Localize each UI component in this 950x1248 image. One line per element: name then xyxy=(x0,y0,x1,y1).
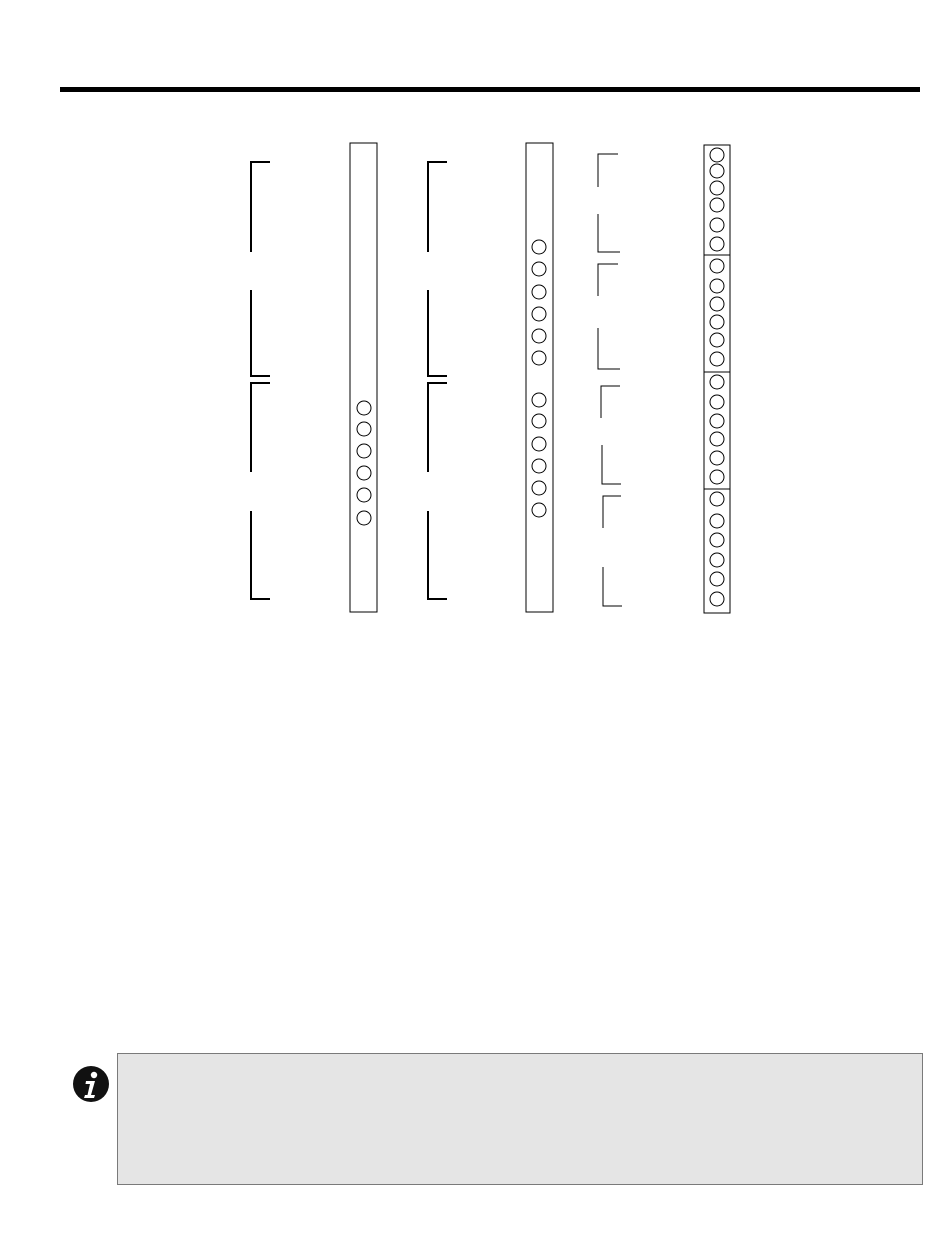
led xyxy=(357,444,371,458)
led xyxy=(357,401,371,415)
strip-c-leds xyxy=(710,148,724,606)
led xyxy=(710,414,724,428)
led xyxy=(532,414,546,428)
note-box xyxy=(117,1053,923,1185)
led xyxy=(710,451,724,465)
strip-b-leds xyxy=(532,240,546,517)
led xyxy=(710,279,724,293)
led xyxy=(532,459,546,473)
led xyxy=(532,285,546,299)
bracket-c6 xyxy=(602,445,621,484)
led xyxy=(710,352,724,366)
led xyxy=(710,592,724,606)
led xyxy=(532,262,546,276)
led xyxy=(710,297,724,311)
led xyxy=(710,333,724,347)
led xyxy=(532,393,546,407)
led xyxy=(710,259,724,273)
led xyxy=(532,329,546,343)
bracket-a3 xyxy=(251,383,270,472)
info-icon xyxy=(72,1065,110,1103)
led xyxy=(710,164,724,178)
bracket-b4 xyxy=(428,511,447,599)
led xyxy=(710,514,724,528)
bracket-b1 xyxy=(428,162,447,252)
led xyxy=(357,466,371,480)
bracket-b3 xyxy=(428,383,447,472)
led xyxy=(357,422,371,436)
led xyxy=(710,375,724,389)
led xyxy=(710,218,724,232)
led xyxy=(532,481,546,495)
bracket-c7 xyxy=(603,496,621,528)
strip-a-leds xyxy=(357,401,371,525)
led xyxy=(357,511,371,525)
led xyxy=(710,470,724,484)
strip-c-body xyxy=(704,145,730,613)
bracket-a1 xyxy=(251,162,270,252)
led xyxy=(532,240,546,254)
led xyxy=(532,503,546,517)
bracket-c5 xyxy=(601,386,620,418)
led xyxy=(710,533,724,547)
led xyxy=(710,553,724,567)
led xyxy=(710,181,724,195)
led xyxy=(710,492,724,506)
led xyxy=(532,307,546,321)
bracket-a2 xyxy=(251,290,270,376)
led xyxy=(532,437,546,451)
led xyxy=(710,432,724,446)
led xyxy=(357,488,371,502)
bracket-a4 xyxy=(251,511,270,599)
bracket-group-c xyxy=(598,154,622,606)
led xyxy=(710,237,724,251)
led xyxy=(710,572,724,586)
bracket-group-a xyxy=(251,162,270,599)
led xyxy=(710,148,724,162)
bracket-c1 xyxy=(598,154,618,187)
bracket-group-b xyxy=(428,162,447,599)
led xyxy=(532,351,546,365)
led xyxy=(710,198,724,212)
led xyxy=(710,315,724,329)
strip-b-body xyxy=(526,143,553,612)
led xyxy=(710,395,724,409)
strip-a-body xyxy=(350,143,377,612)
bracket-c4 xyxy=(598,328,620,369)
bracket-c8 xyxy=(603,567,622,606)
bracket-c3 xyxy=(598,264,618,296)
bracket-b2 xyxy=(428,290,447,376)
bracket-c2 xyxy=(598,214,620,252)
